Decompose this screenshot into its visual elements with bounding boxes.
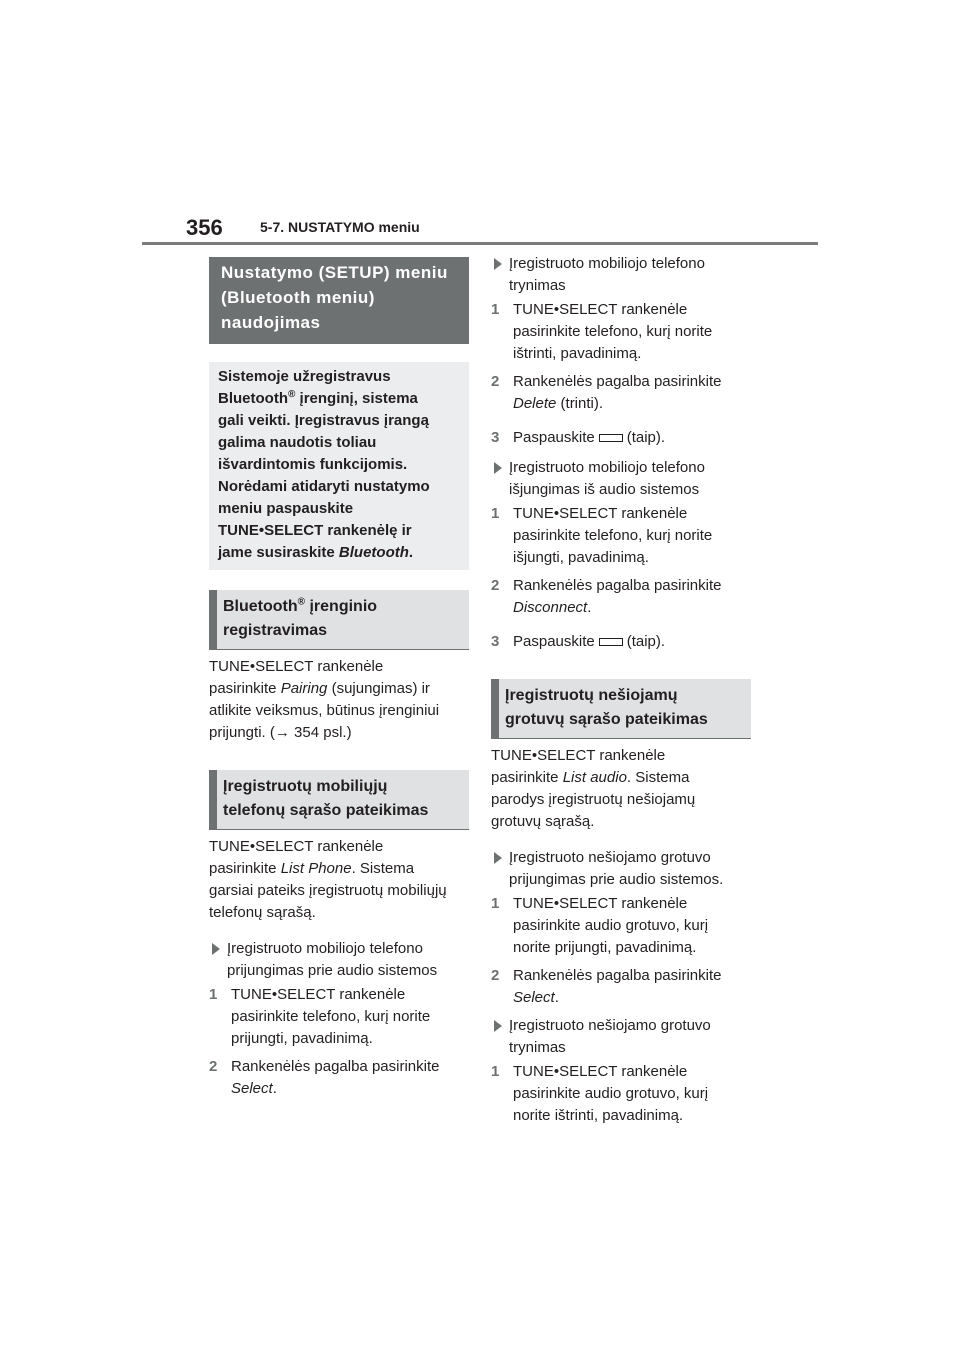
bullet-phone-disconnect: Įregistruoto mobiliojo telefono išjungimas iš audio sistemos xyxy=(491,457,751,501)
intro-line: TUNE•SELECT rankenėlę ir xyxy=(218,522,412,539)
page-number: 356 xyxy=(186,215,223,240)
step-item: 1 TUNE•SELECT rankenėle pasirinkite audio grotuvo, kurį norite prijungti, pavadinimą. xyxy=(491,895,709,956)
step-item: 3 Paspauskite (taip). xyxy=(491,633,666,650)
bullet-player-connect: Įregistruoto nešiojamo grotuvo prijungimas prie audio sistemos. xyxy=(491,847,751,891)
paragraph-pairing: TUNE•SELECT rankenėle pasirinkite Pairing (sujungimas) ir atlikite veiksmus, būtinus įrenginiui prijungti. (→ 354 psl.) xyxy=(209,658,440,741)
paragraph-list-audio: TUNE•SELECT rankenėle pasirinkite List audio. Sistema parodys įregistruotų nešiojamų grotuvų sąrašą. xyxy=(491,747,696,830)
step-item: 1 TUNE•SELECT rankenėle pasirinkite telefono, kurį norite ištrinti, pavadinimą. xyxy=(491,301,713,362)
triangle-bullet-icon xyxy=(212,943,220,955)
heading-bluetooth-registration: Bluetooth® įrenginio registravimas xyxy=(209,590,469,650)
intro-line: galima naudotis toliau xyxy=(218,434,377,451)
triangle-bullet-icon xyxy=(494,1020,502,1032)
step-item: 2 Rankenėlės pagalba pasirinkite Select. xyxy=(209,1058,440,1097)
step-item: 1 TUNE•SELECT rankenėle pasirinkite audio grotuvo, kurį norite ištrinti, pavadinimą. xyxy=(491,1063,709,1124)
yes-button-icon xyxy=(599,638,623,646)
main-heading: Nustatymo (SETUP) meniu (Bluetooth meniu) naudojimas xyxy=(209,257,469,344)
intro-line: Sistemoje užregistravus xyxy=(218,368,391,385)
heading-registered-phones: Įregistruotų mobiliųjų telefonų sąrašo pateikimas xyxy=(209,770,469,830)
intro-line: meniu paspauskite xyxy=(218,500,354,517)
triangle-bullet-icon xyxy=(494,852,502,864)
intro-line: Bluetooth® įrenginį, sistema xyxy=(218,389,418,407)
bullet-phone-delete: Įregistruoto mobiliojo telefono trynimas xyxy=(491,253,751,297)
bullet-phone-connect: Įregistruoto mobiliojo telefono prijungimas prie audio sistemos xyxy=(209,938,469,982)
right-column xyxy=(491,253,751,1127)
intro-line: gali veikti. Įregistravus įrangą xyxy=(218,412,429,429)
step-item: 2 Rankenėlės pagalba pasirinkite Select. xyxy=(491,967,722,1006)
bullet-player-delete: Įregistruoto nešiojamo grotuvo trynimas xyxy=(491,1015,751,1059)
intro-line: Norėdami atidaryti nustatymo xyxy=(218,478,430,495)
step-item: 3 Paspauskite (taip). xyxy=(491,429,666,446)
header-rule xyxy=(142,242,818,245)
intro-line: jame susiraskite Bluetooth. xyxy=(218,544,414,561)
step-item: 1 TUNE•SELECT rankenėle pasirinkite telefono, kurį norite išjungti, pavadinimą. xyxy=(491,505,713,566)
left-column xyxy=(209,257,469,1100)
step-item: 2 Rankenėlės pagalba pasirinkite Delete (trinti). xyxy=(491,373,722,412)
step-item: 1 TUNE•SELECT rankenėle pasirinkite telefono, kurį norite prijungti, pavadinimą. xyxy=(209,986,431,1047)
paragraph-list-phone: TUNE•SELECT rankenėle pasirinkite List Phone. Sistema garsiai pateiks įregistruotų mobiliųjų telefonų sąrašą. xyxy=(209,838,447,921)
intro-box xyxy=(209,362,469,570)
triangle-bullet-icon xyxy=(494,258,502,270)
yes-button-icon xyxy=(599,434,623,442)
step-item: 2 Rankenėlės pagalba pasirinkite Disconnect. xyxy=(491,577,722,616)
section-title: 5-7. NUSTATYMO meniu xyxy=(260,219,420,235)
triangle-bullet-icon xyxy=(494,462,502,474)
heading-registered-players: Įregistruotų nešiojamų grotuvų sąrašo pateikimas xyxy=(491,679,751,739)
intro-line: išvardintomis funkcijomis. xyxy=(218,456,408,473)
